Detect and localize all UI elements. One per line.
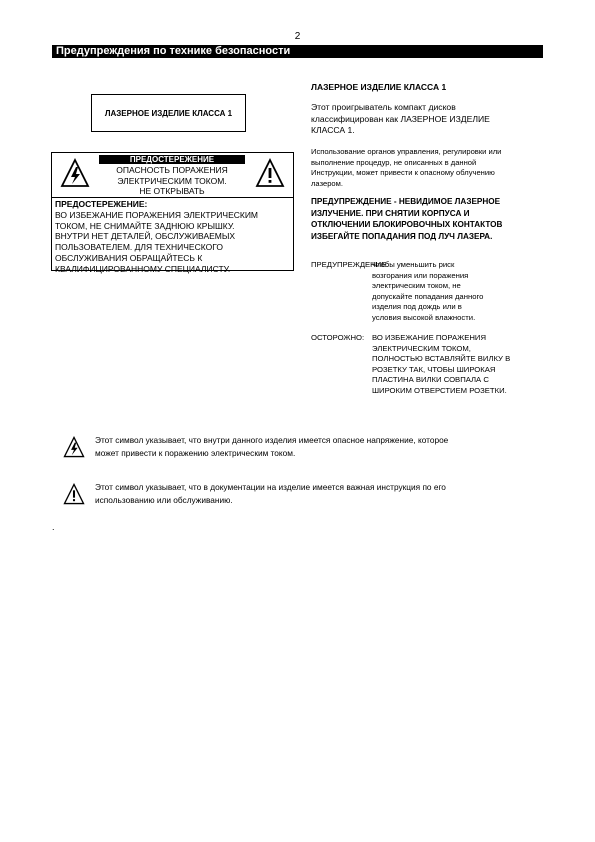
caution-body-line: ВНУТРИ НЕТ ДЕТАЛЕЙ, ОБСЛУЖИВАЕМЫХ bbox=[55, 231, 236, 242]
controls-warning-paragraph bbox=[311, 147, 536, 189]
caution-line: ВО ИЗБЕЖАНИЕ ПОРАЖЕНИЯ bbox=[372, 333, 486, 342]
caution-header: ПРЕДОСТЕРЕЖЕНИЕ bbox=[99, 155, 245, 164]
caution-line: ПЛАСТИНА ВИЛКИ СОВПАЛА С bbox=[372, 375, 489, 384]
paragraph-line: Этот проигрыватель компакт дисков bbox=[311, 102, 456, 112]
symbol-line: может привести к поражению электрическим током. bbox=[95, 447, 296, 458]
paragraph-line: ИЗЛУЧЕНИЕ. ПРИ СНЯТИИ КОРПУСА И bbox=[311, 208, 470, 218]
rain-warning-text bbox=[372, 260, 532, 323]
lightning-triangle-icon bbox=[63, 432, 85, 462]
caution-line: ПОЛНОСТЬЮ ВСТАВЛЯЙТЕ ВИЛКУ В bbox=[372, 354, 511, 363]
laser-class-paragraph bbox=[311, 102, 536, 137]
caution-box bbox=[51, 152, 294, 274]
plug-caution-text bbox=[372, 333, 544, 396]
paragraph-line: ПРЕДУПРЕЖДЕНИЕ - НЕВИДИМОЕ ЛАЗЕРНОЕ bbox=[311, 197, 501, 206]
warning-line: возгорания или поражения bbox=[372, 270, 469, 280]
paragraph-line: классифицирован как ЛАЗЕРНОЕ ИЗДЕЛИЕ bbox=[311, 113, 490, 124]
caution-body-heading: ПРЕДОСТЕРЕЖЕНИЕ: bbox=[55, 199, 148, 209]
rain-warning-label: ПРЕДУПРЕЖДЕНИЕ: bbox=[311, 260, 389, 269]
caution-box-top bbox=[52, 153, 293, 198]
plug-caution-label: ОСТОРОЖНО: bbox=[311, 333, 365, 342]
paragraph-line: лазером. bbox=[311, 178, 343, 188]
symbol-explanation-text bbox=[95, 434, 535, 459]
laser-class-label-box bbox=[91, 94, 246, 132]
caution-line: ШИРОКИМ ОТВЕРСТИЕМ РОЗЕТКИ. bbox=[372, 385, 507, 395]
section-title: Предупреждения по технике безопасности bbox=[52, 45, 543, 58]
paragraph-line: выполнение процедур, не описанных в данной bbox=[311, 157, 477, 167]
footer-mark: . bbox=[52, 522, 55, 532]
paragraph-line: ИЗБЕГАЙТЕ ПОПАДАНИЯ ПОД ЛУЧ ЛАЗЕРА. bbox=[311, 231, 493, 241]
warning-line: Чтобы уменьшить риск bbox=[372, 260, 455, 269]
paragraph-line: КЛАССА 1. bbox=[311, 125, 355, 135]
caution-body-line: ВО ИЗБЕЖАНИЕ ПОРАЖЕНИЯ ЭЛЕКТРИЧЕСКИМ bbox=[55, 209, 259, 220]
symbol-line: Этот символ указывает, что внутри данного изделия имеется опасное напряжение, которое bbox=[95, 435, 449, 445]
invisible-laser-warning bbox=[311, 196, 541, 242]
exclamation-triangle-icon bbox=[63, 479, 85, 509]
caution-body-line: КВАЛИФИЦИРОВАННОМУ СПЕЦИАЛИСТУ. bbox=[55, 263, 231, 274]
paragraph-line: ОТКЛЮЧЕНИИ БЛОКИРОВОЧНЫХ КОНТАКТОВ bbox=[311, 220, 503, 230]
caution-line: РОЗЕТКУ ТАК, ЧТОБЫ ШИРОКАЯ bbox=[372, 364, 496, 374]
caution-body-line: ПОЛЬЗОВАТЕЛЕМ. ДЛЯ ТЕХНИЧЕСКОГО bbox=[55, 242, 223, 253]
symbol-line: Этот символ указывает, что в документации на изделие имеется важная инструкция по его bbox=[95, 482, 446, 492]
lightning-triangle-icon bbox=[60, 158, 90, 188]
laser-class-label: ЛАЗЕРНОЕ ИЗДЕЛИЕ КЛАССА 1 bbox=[104, 108, 233, 118]
warning-line: электрическим током, не bbox=[372, 281, 461, 290]
page-number: 2 bbox=[294, 31, 301, 42]
exclamation-triangle-icon bbox=[255, 158, 285, 188]
paragraph-line: Инструкции, может привести к опасному облучению bbox=[311, 168, 495, 178]
paragraph-line: Использование органов управления, регулировки или bbox=[311, 147, 502, 156]
caution-subtitle-line: НЕ ОТКРЫВАТЬ bbox=[139, 186, 205, 196]
caution-subtitle-line: ОПАСНОСТЬ ПОРАЖЕНИЯ bbox=[116, 165, 228, 175]
caution-body-line: ОБСЛУЖИВАНИЯ ОБРАЩАЙТЕСЬ К bbox=[55, 252, 203, 263]
warning-line: изделия под дождь или в bbox=[372, 302, 462, 311]
symbol-line: использованию или обслуживанию. bbox=[95, 494, 233, 505]
laser-class-heading: ЛАЗЕРНОЕ ИЗДЕЛИЕ КЛАССА 1 bbox=[311, 82, 447, 92]
caution-line: ЭЛЕКТРИЧЕСКИМ ТОКОМ, bbox=[372, 343, 471, 353]
symbol-explanation-text bbox=[95, 481, 535, 506]
symbol-explanation-instructions bbox=[63, 479, 543, 513]
caution-body-line: ТОКОМ, НЕ СНИМАЙТЕ ЗАДНЮЮ КРЫШКУ. bbox=[55, 220, 235, 231]
symbol-explanation-voltage bbox=[63, 432, 543, 466]
caution-subtitle bbox=[99, 165, 245, 197]
caution-subtitle-line: ЭЛЕКТРИЧЕСКИМ ТОКОМ. bbox=[117, 175, 227, 186]
warning-line: условия высокой влажности. bbox=[372, 312, 476, 322]
warning-line: допускайте попадания данного bbox=[372, 291, 484, 301]
caution-body bbox=[55, 199, 291, 275]
